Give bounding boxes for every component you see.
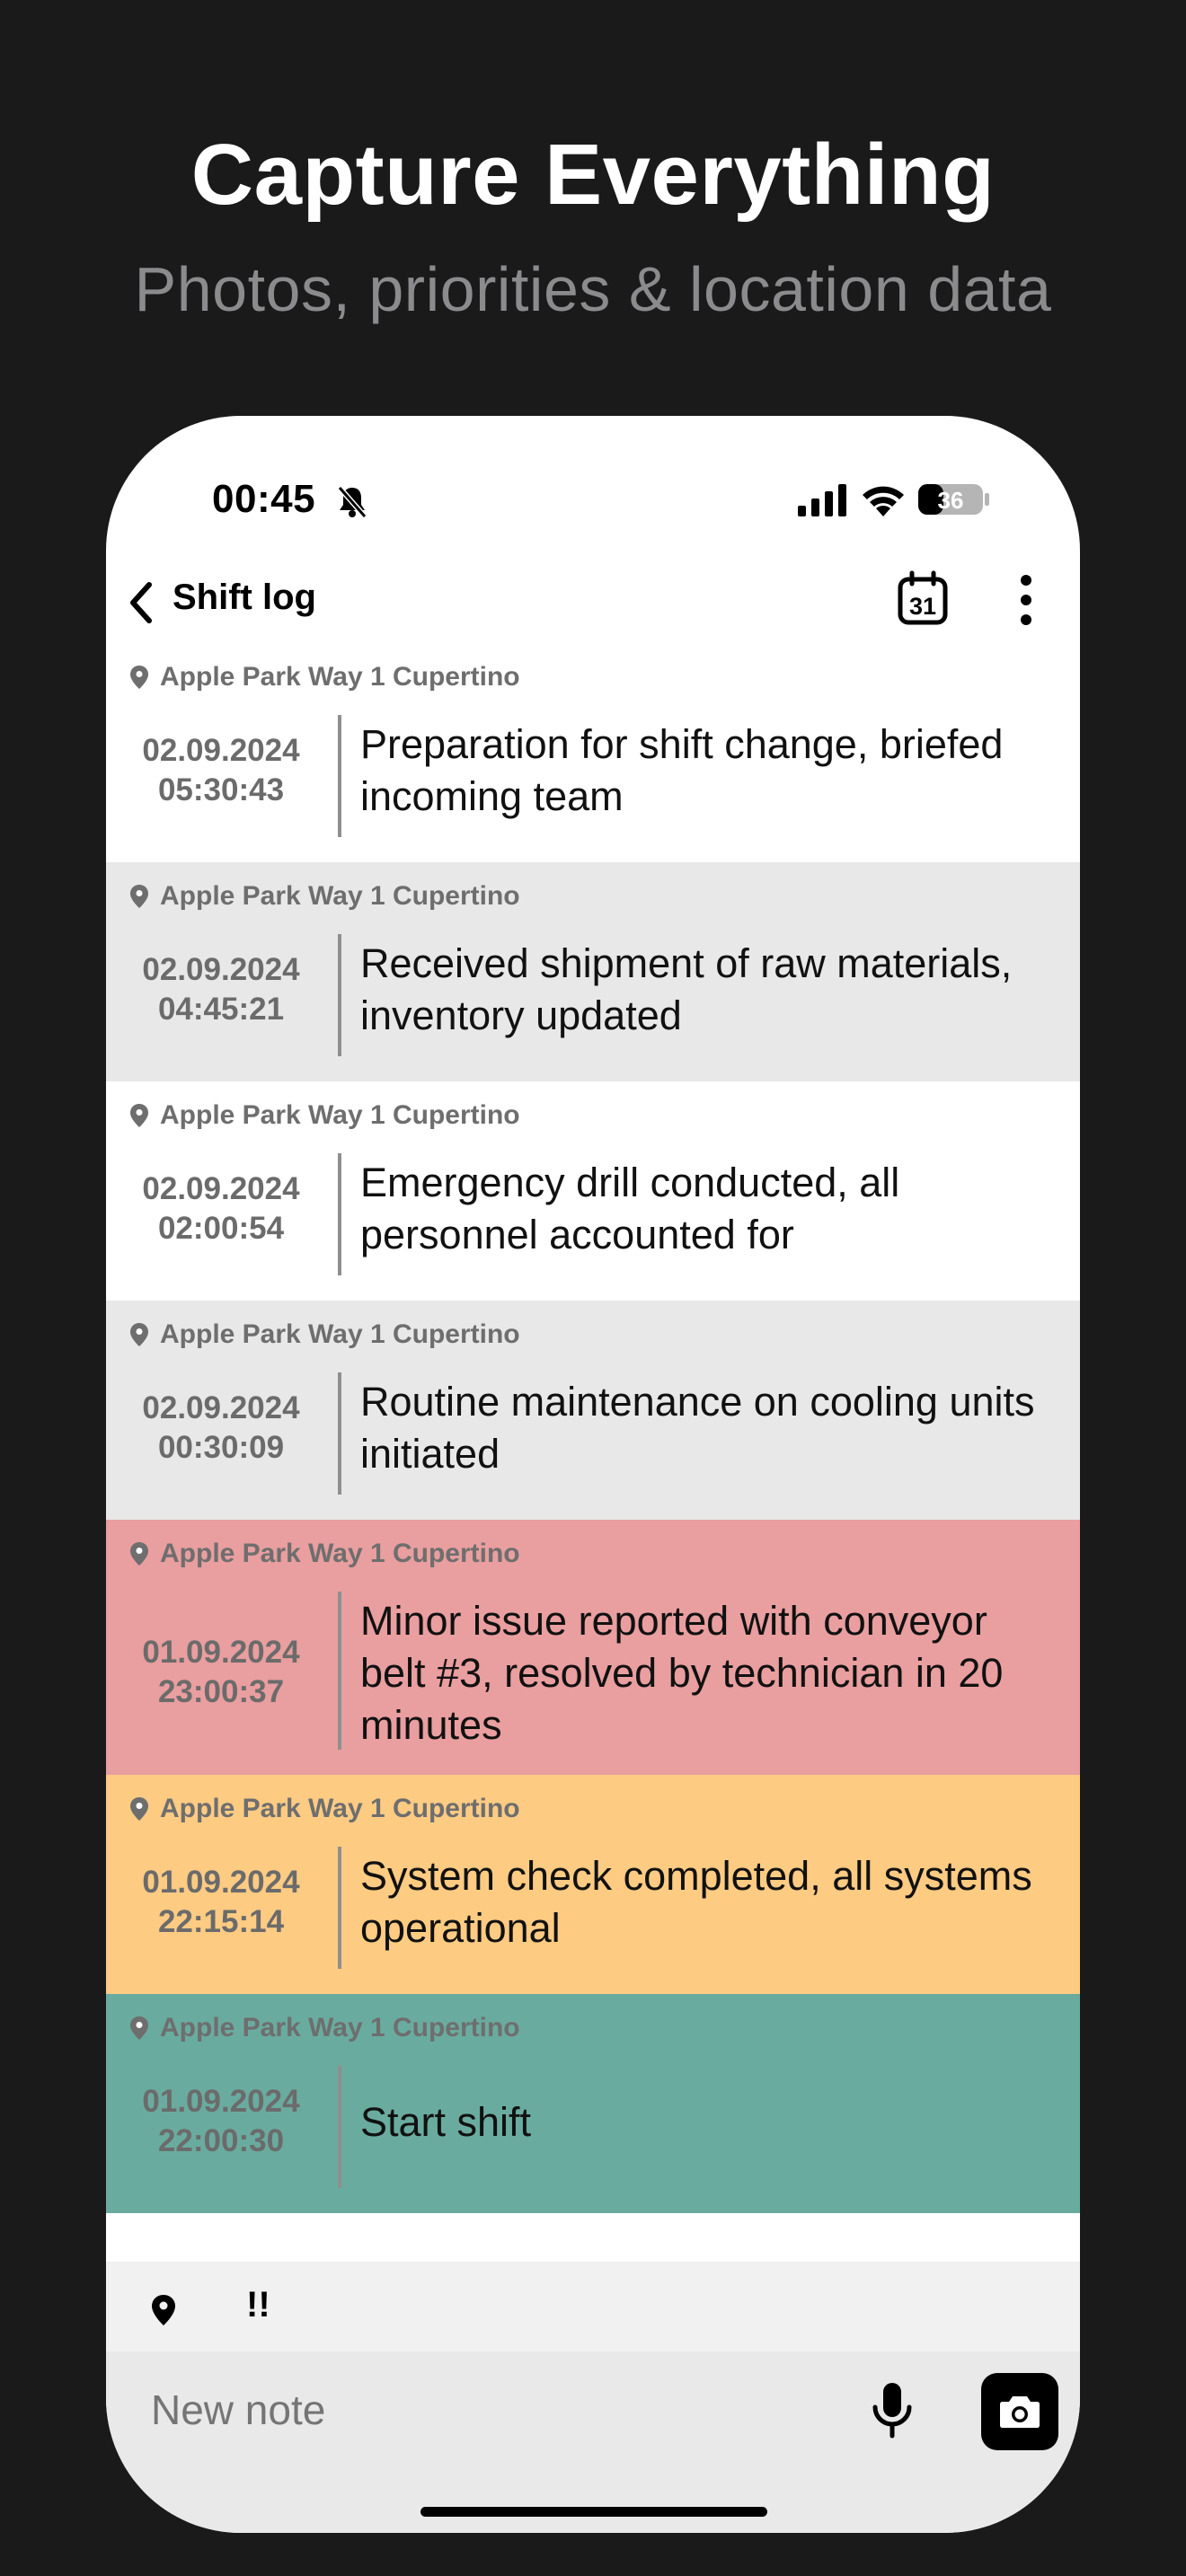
entry-divider [338,1153,341,1275]
log-entry[interactable] [106,862,1080,1081]
entry-date: 02.09.2024 [142,952,300,987]
location-pin-icon [129,665,149,690]
shift-log-list [106,643,1080,2213]
promo-subtitle: Photos, priorities & location data [134,254,1052,324]
location-pin-icon[interactable] [151,2294,176,2326]
entry-location [129,1319,520,1351]
microphone-icon[interactable] [870,2380,915,2443]
entry-date: 02.09.2024 [142,733,300,768]
log-entry[interactable] [106,1775,1080,1994]
status-bar [106,461,1080,542]
more-options-icon[interactable] [1015,572,1037,628]
entry-location [129,661,520,693]
entry-divider [338,934,341,1056]
location-pin-icon [129,1103,149,1128]
wifi-icon [861,481,906,516]
log-entry[interactable] [106,1520,1080,1775]
entry-divider [338,1372,341,1495]
location-pin-icon [129,1322,149,1347]
location-pin-icon [129,1541,149,1566]
entry-location [129,1099,520,1132]
camera-icon [999,2395,1040,2429]
battery-icon [918,482,990,516]
entry-date: 02.09.2024 [142,1171,300,1206]
entry-note: System check completed, all systems operational [360,1853,1032,1951]
entry-location [129,1538,520,1570]
entry-time: 23:00:37 [157,1674,285,1709]
cellular-signal-icon [798,484,848,516]
log-entry[interactable] [106,1994,1080,2213]
entry-note: Emergency drill conducted, all personnel accounted for [360,1160,900,1257]
note-input-row [106,2351,1080,2533]
entry-location-text: Apple Park Way 1 Cupertino [160,1100,520,1130]
bell-muted-icon [334,484,370,520]
entry-time: 02:00:54 [157,1211,285,1246]
entry-note: Received shipment of raw materials, inventory updated [360,940,1013,1038]
log-entry[interactable] [106,1301,1080,1520]
entry-divider [338,1592,341,1750]
home-indicator [420,2507,767,2517]
page-title[interactable]: Shift log [173,578,316,617]
location-pin-icon [129,884,149,909]
status-time: 00:45 [212,477,316,521]
calendar-day: 31 [908,593,937,620]
entry-timestamp [122,1633,320,1712]
location-pin-icon [129,1796,149,1822]
entry-timestamp [122,1389,320,1468]
location-pin-icon [129,2016,149,2041]
entry-time: 04:45:21 [157,992,285,1027]
entry-location-text: Apple Park Way 1 Cupertino [160,1794,520,1823]
composer-toolbar [106,2262,1080,2351]
phone-frame [106,416,1080,2533]
entry-timestamp [122,1169,320,1248]
entry-timestamp [122,731,320,810]
entry-location-text: Apple Park Way 1 Cupertino [160,662,520,692]
entry-location [129,2012,520,2044]
entry-location-text: Apple Park Way 1 Cupertino [160,1539,520,1568]
entry-date: 01.09.2024 [142,1865,300,1900]
entry-date: 02.09.2024 [142,1390,300,1425]
entry-date: 01.09.2024 [142,1635,300,1670]
entry-timestamp [122,1863,320,1942]
entry-note: Routine maintenance on cooling units initiated [360,1379,1035,1477]
priority-button[interactable]: !! [246,2285,270,2325]
entry-location-text: Apple Park Way 1 Cupertino [160,2013,520,2042]
entry-note: Preparation for shift change, briefed incoming team [360,721,1004,819]
entry-location [129,1793,520,1825]
entry-time: 22:15:14 [157,1904,285,1939]
entry-divider [338,2066,341,2188]
new-note-input[interactable] [151,2386,780,2434]
entry-note: Minor issue reported with conveyor belt #3, resolved by technician in 20 minutes [360,1598,1004,1748]
log-entry[interactable] [106,1081,1080,1301]
promo-title: Capture Everything [190,127,996,223]
entry-location [129,880,520,913]
calendar-icon[interactable] [897,570,949,626]
entry-location-text: Apple Park Way 1 Cupertino [160,881,520,911]
entry-timestamp [122,2082,320,2161]
battery-level: 36 [937,487,964,514]
entry-date: 01.09.2024 [142,2084,300,2119]
entry-time: 22:00:30 [157,2123,285,2158]
entry-divider [338,1847,341,1969]
entry-divider [338,715,341,837]
entry-note: Start shift [360,2099,532,2145]
navigation-bar [106,551,1080,649]
log-entry[interactable] [106,643,1080,862]
entry-time: 00:30:09 [157,1430,285,1465]
entry-location-text: Apple Park Way 1 Cupertino [160,1319,520,1349]
camera-button[interactable] [981,2373,1058,2450]
entry-timestamp [122,950,320,1029]
back-chevron-icon[interactable] [122,578,162,628]
entry-time: 05:30:43 [157,772,285,807]
